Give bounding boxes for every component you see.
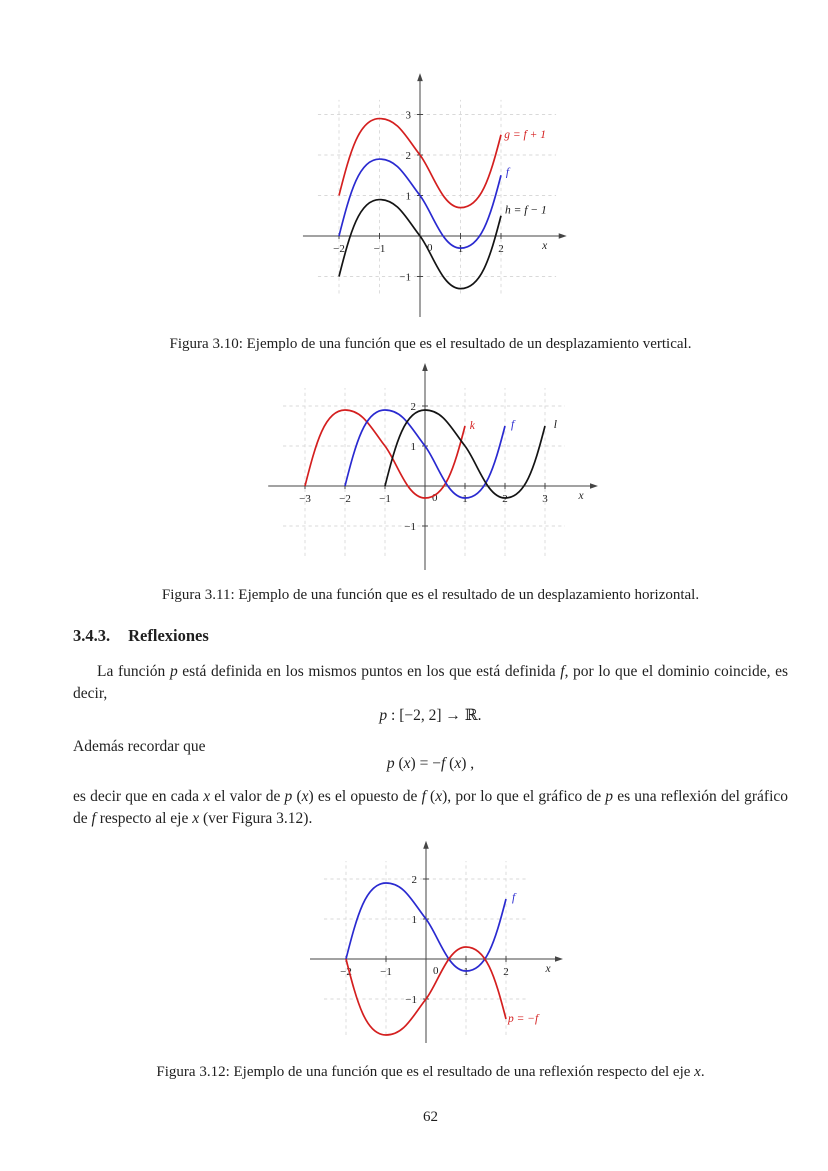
origin-label: 0	[433, 965, 439, 977]
section-title: Reflexiones	[128, 626, 209, 645]
x-axis-label: x	[542, 239, 548, 252]
curve-label-h: h = f − 1	[505, 204, 547, 217]
y-tick-label: −1	[404, 521, 416, 533]
paragraph-dominio: La función p está definida en los mismos puntos en los que está definida f, por lo que el dominio coincide, es decir,	[73, 663, 788, 702]
paragraph-opuesto: es decir que en cada x el valor de p (x) es el opuesto de f (x), por lo que el gráfico de p es una reflexión del gráfico de f respecto al eje x (ver Figura 3.12).	[73, 788, 789, 827]
curve-label-p: p = −f	[508, 1013, 539, 1026]
x-tick-label: 1	[462, 493, 468, 505]
x-tick-label: −2	[333, 243, 345, 255]
x-tick-label: 1	[457, 243, 464, 255]
x-tick-label: 2	[502, 493, 508, 505]
x-axis-arrow	[555, 956, 563, 962]
y-axis-arrow	[417, 73, 423, 81]
y-tick-label: 1	[410, 441, 416, 453]
figura-3-11-caption: Figura 3.11: Ejemplo de una función que es el resultado de un desplazamiento horizontal.	[161, 587, 700, 603]
equation-dominio: p : [−2, 2] → ℝ.	[379, 707, 482, 724]
section-heading	[73, 626, 209, 646]
figura-3-11-plot	[263, 360, 603, 576]
section-number: 3.4.3.	[73, 626, 111, 645]
page-number: 62	[423, 1109, 438, 1125]
x-axis-arrow	[590, 483, 598, 489]
x-tick-label: −2	[339, 493, 351, 505]
x-tick-label: 2	[503, 966, 509, 978]
x-tick-label: −1	[373, 243, 386, 255]
x-axis-arrow	[559, 233, 567, 239]
curve-label-f: f	[512, 892, 516, 904]
figura-3-10-plot	[283, 62, 585, 330]
y-tick-label: 2	[410, 401, 416, 413]
x-tick-label: −1	[380, 966, 392, 978]
y-axis-arrow	[423, 841, 429, 849]
x-axis-label: x	[578, 490, 584, 503]
x-tick-label: −2	[340, 966, 352, 978]
figura-3-12-plot	[300, 840, 582, 1048]
figura-3-10-caption: Figura 3.10: Ejemplo de una función que es el resultado de un desplazamiento vertical.	[169, 336, 692, 352]
figura-3-12-caption: Figura 3.12: Ejemplo de una función que es el resultado de una reflexión respecto del eje x.	[156, 1064, 705, 1080]
y-tick-label: 1	[411, 914, 417, 926]
y-tick-label: 2	[411, 874, 417, 886]
y-tick-label: −1	[399, 271, 411, 284]
y-tick-label: 3	[405, 109, 411, 122]
x-tick-label: 1	[463, 966, 469, 978]
x-tick-label: −3	[299, 493, 311, 505]
curve-label-l: l	[553, 419, 558, 431]
curve-label-k: k	[469, 420, 475, 433]
y-tick-label: 2	[405, 150, 411, 162]
curve-label-f: f	[511, 419, 515, 431]
origin-label: 0	[427, 242, 433, 254]
curve-label-g: g = f + 1	[504, 128, 546, 141]
y-tick-label: 1	[405, 190, 411, 203]
x-tick-label: −1	[379, 493, 391, 505]
equation-reflexion: p (x) = −f (x) ,	[386, 755, 475, 772]
y-tick-label: −1	[405, 994, 417, 1006]
x-axis-label: x	[545, 963, 551, 976]
origin-label: 0	[432, 492, 438, 504]
curve-label-f: f	[505, 166, 510, 179]
paragraph-ademas: Además recordar que	[73, 738, 206, 755]
y-axis-arrow	[422, 363, 428, 371]
x-tick-label: 3	[542, 493, 548, 505]
x-tick-label: 2	[498, 243, 504, 255]
